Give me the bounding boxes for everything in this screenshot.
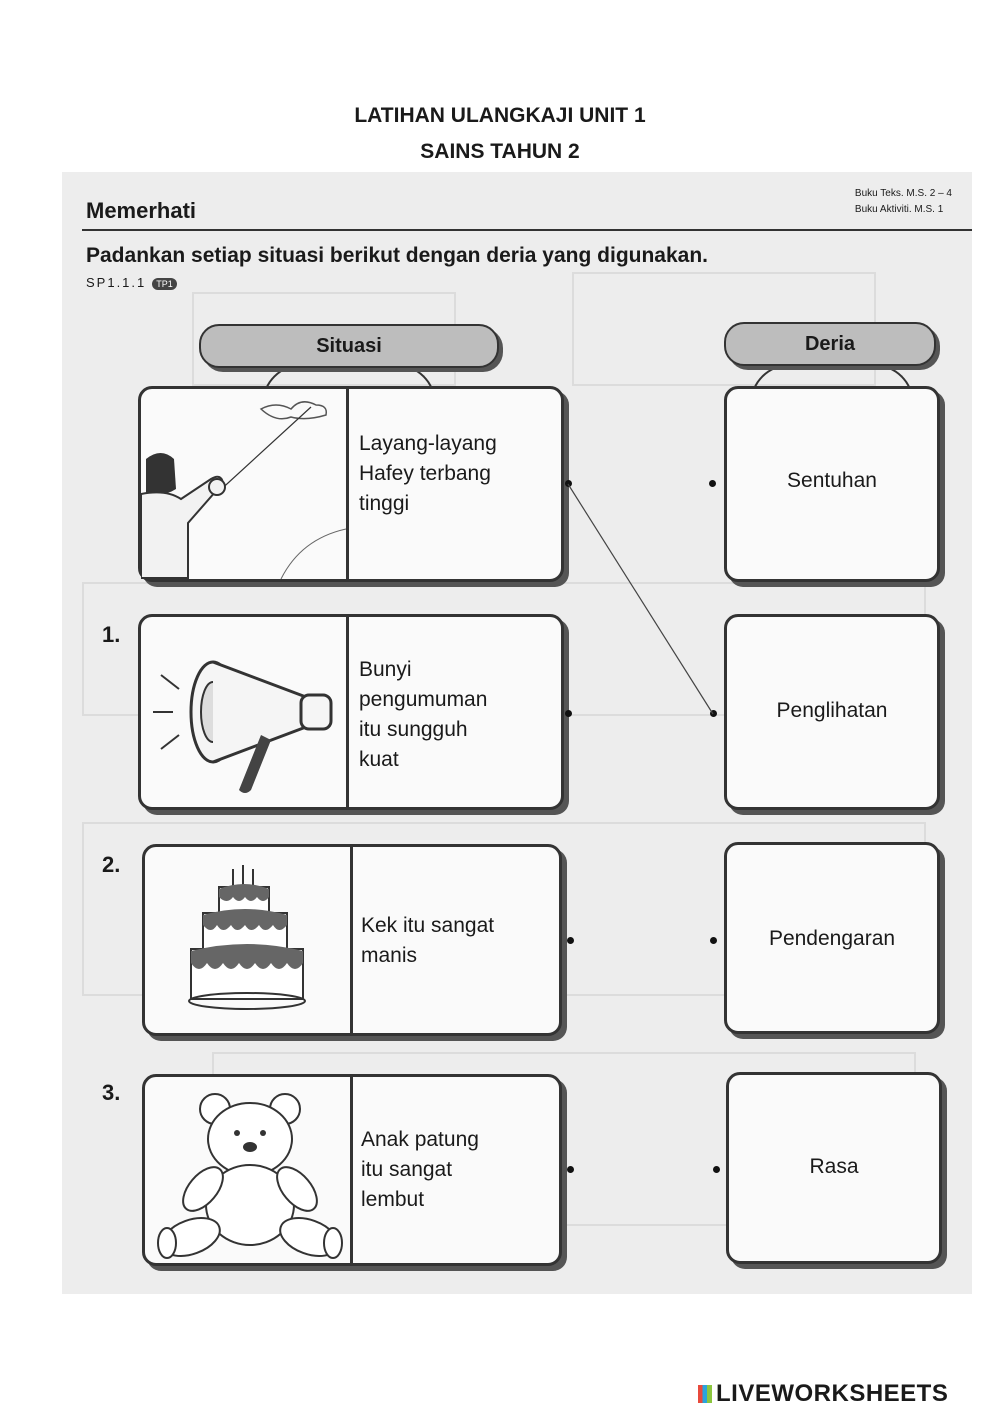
scanned-page — [62, 172, 972, 1294]
question-number: 2. — [102, 852, 121, 877]
question-number: 3. — [102, 1080, 121, 1105]
question-number: 1. — [102, 622, 121, 647]
instruction-text: Padankan setiap situasi berikut dengan deria yang digunakan. — [86, 244, 709, 267]
situasi-header: Situasi — [199, 324, 499, 368]
activity-book-reference: Buku Aktiviti. M.S. 1 — [854, 204, 944, 215]
deria-header: Deria — [724, 322, 936, 366]
situation-line: lembut — [361, 1188, 425, 1211]
logo-text: LIVEWORKSHEETS — [716, 1380, 949, 1407]
situation-line: pengumuman — [359, 688, 488, 711]
situation-line: kuat — [359, 748, 399, 771]
situation-line: manis — [361, 944, 418, 967]
situation-line: Anak patung — [361, 1128, 479, 1151]
worksheet-subtitle: SAINS TAHUN 2 — [420, 140, 580, 163]
situation-line: itu sangat — [361, 1158, 453, 1181]
situation-line: tinggi — [359, 492, 410, 515]
situation-line: Bunyi — [359, 658, 412, 681]
sense-label: Rasa — [809, 1155, 859, 1178]
standard-code-text: SP1.1.1 — [86, 275, 147, 290]
sense-label: Penglihatan — [776, 699, 888, 722]
worksheet-title: LATIHAN ULANGKAJI UNIT 1 — [354, 104, 646, 127]
sense-label: Sentuhan — [787, 469, 877, 492]
situation-line: Layang-layang — [359, 432, 497, 455]
situation-line: itu sungguh — [359, 718, 468, 741]
textbook-reference: Buku Teks. M.S. 2 – 4 — [854, 188, 952, 199]
tp-badge: TP1 — [152, 278, 177, 290]
section-title: Memerhati — [86, 198, 197, 223]
logo-icon — [698, 1385, 712, 1403]
situation-line: Hafey terbang — [359, 462, 491, 485]
situation-line: Kek itu sangat — [361, 914, 495, 937]
liveworksheets-logo — [698, 1380, 948, 1408]
sense-label: Pendengaran — [768, 927, 896, 950]
example-match-line — [62, 172, 972, 1294]
